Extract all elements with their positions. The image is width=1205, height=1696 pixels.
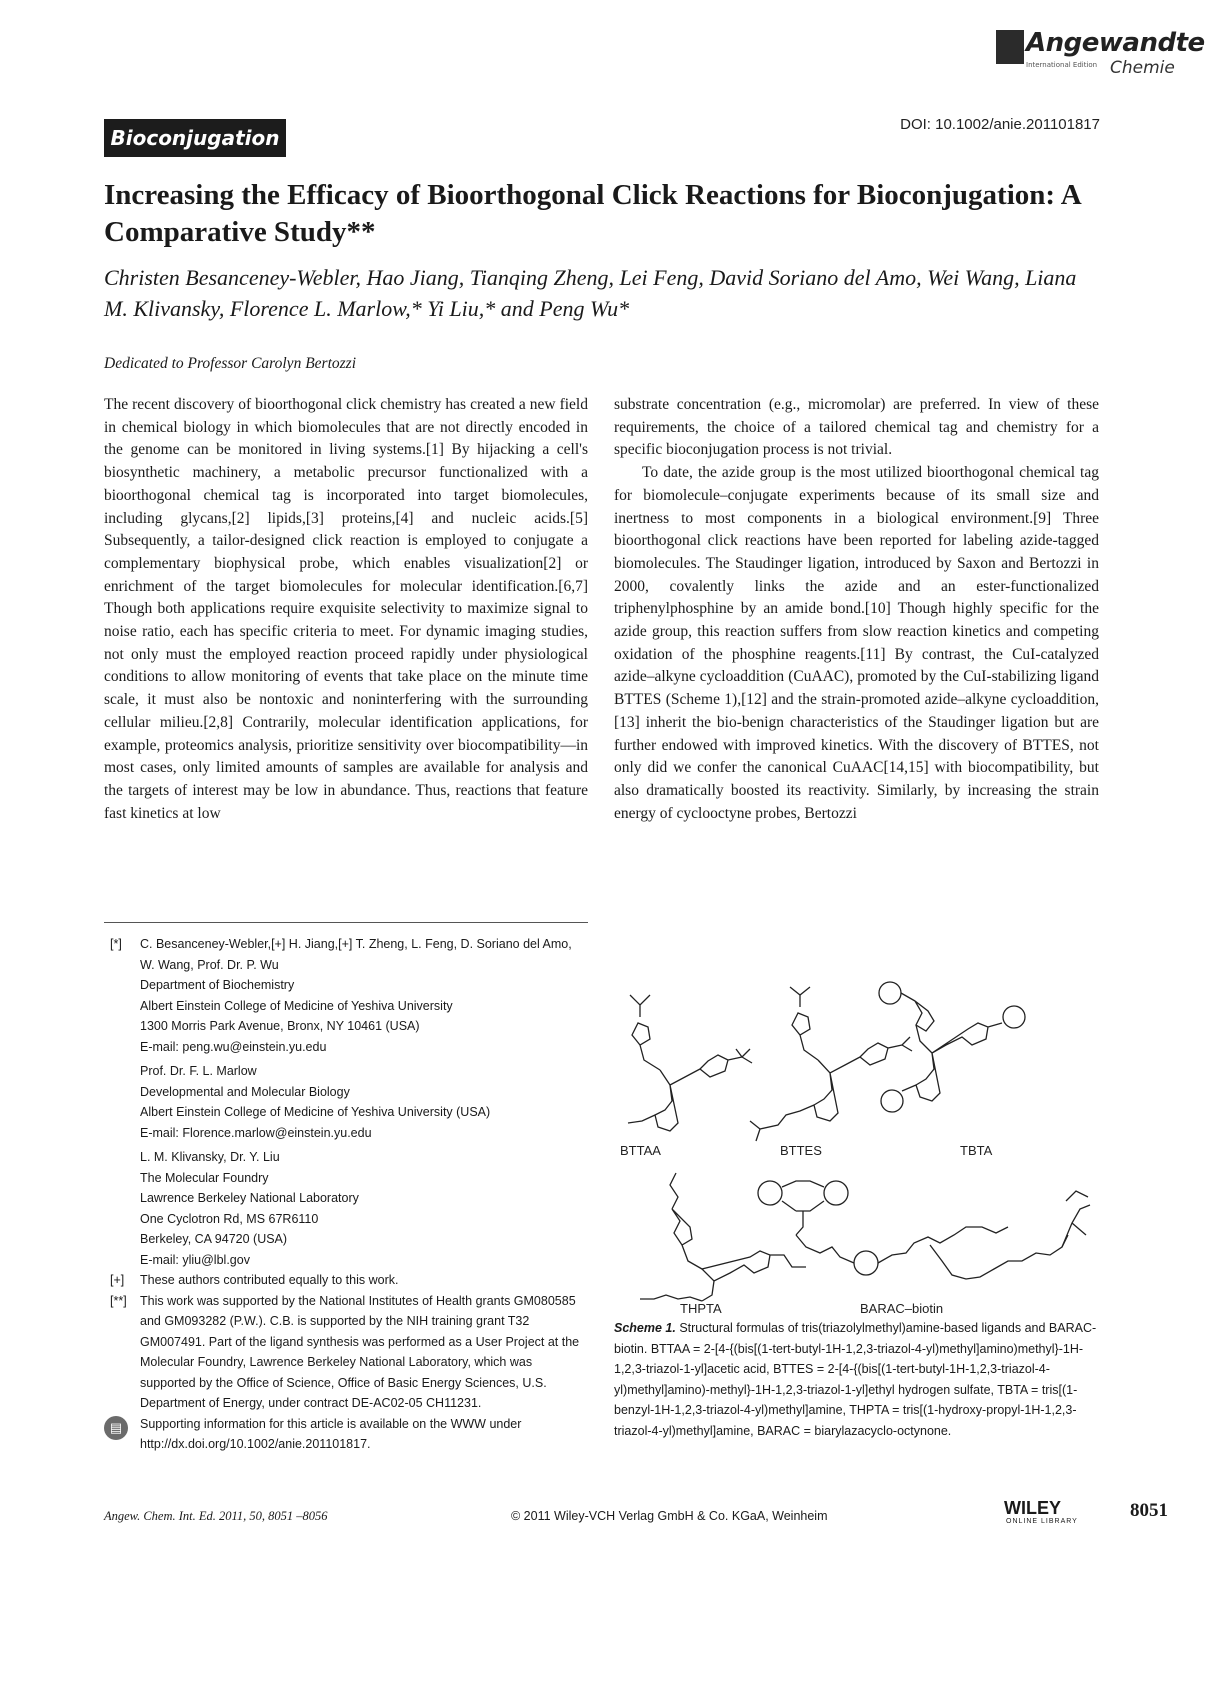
affiliation-dept: Developmental and Molecular Biology — [140, 1084, 350, 1099]
body-paragraph: substrate concentration (e.g., micromolar) are preferred. In view of these requirements, the choice of a tailored chemical tag and chemistry for a specific bioconjugation process is not trivial. — [614, 396, 1099, 459]
supporting-info-icon: ▤ — [104, 1416, 128, 1440]
affiliation-names: L. M. Klivansky, Dr. Y. Liu — [140, 1150, 280, 1164]
scheme-caption — [614, 1318, 1100, 1441]
body-paragraph: To date, the azide group is the most utilized bioorthogonal chemical tag for biomolecule–conjugate experiments because of its small size and inertness to most components in a biological environment.[9] Three bioorthogonal click reactions have been reported for labeling azide-tagged biomolecules. The Staudinger ligation, introduced by Saxon and Bertozzi in 2000, covalently links the azide and an ester-functionalized triphenylphosphine by an amide bond.[10] Though highly specific for the azide group, this reaction suffers from slow reaction kinetics and competing oxidation of the phosphine reagents.[11] By contrast, the CuI-catalyzed azide–alkyne cycloaddition (CuAAC), promoted by the CuI-stabilizing ligand BTTES (Scheme 1),[12] and the strain-promoted azide–alkyne cycloaddition,[13] inherit the bio-benign characteristics of the Staudinger ligation but are further endowed with improved kinetics. With the discovery of BTTES, not only did we confer the canonical CuAAC[14,15] with biocompatibility, but also dramatically boosted its reactivity. Similarly, by increasing the strain energy of cyclooctyne probes, Bertozzi — [614, 464, 1099, 822]
body-column-left — [104, 394, 588, 825]
author-footnotes — [104, 934, 588, 1455]
author-list: Christen Besanceney-Webler, Hao Jiang, Tianqing Zheng, Lei Feng, David Soriano del Amo, Wei Wang, Liana M. Klivansky, Florence L. Marlow,* Yi Liu,* and Peng Wu* — [104, 265, 1077, 321]
bttaa-structure — [628, 995, 752, 1131]
affiliation-institution: Albert Einstein College of Medicine of Yeshiva University — [140, 998, 453, 1013]
logo-main-text: Angewandte — [1026, 28, 1205, 58]
footnote-mark: [*] — [110, 937, 122, 951]
affiliation-dept: Department of Biochemistry — [140, 978, 295, 992]
barac-biotin-structure — [758, 1181, 1090, 1279]
footnote-text[interactable]: Supporting information for this article is available on the WWW under http://dx.doi.org/10.1002/anie.201101817. — [140, 1416, 522, 1451]
footnote-text: These authors contributed equally to this work. — [140, 1273, 399, 1287]
affiliation-address: One Cyclotron Rd, MS 67R6110 — [140, 1211, 319, 1226]
footnote-text: This work was supported by the National Institutes of Health grants GM080585 and GM093282 (P.W.). C.B. is supported by the NIH training grant T32 GM007491. Part of the ligand synthesis was performed as a User Project at the Molecular Foundry, Lawrence Berkeley National Laboratory, which was supported by the Office of Science, Office of Basic Energy Sciences, U.S. Department of Energy, under contract DE-AC02-05 CH11231. — [140, 1293, 580, 1410]
body-column-right — [614, 394, 1099, 825]
scheme-caption-text: Structural formulas of tris(triazolylmethyl)amine-based ligands and BARAC-biotin. BTTAA = 2-[4-{(bis[(1-tert-butyl-1H-1,2,3-triazol-4-yl)methyl]amino)methyl}-1H-1,2,3-triazol-1-yl]acetic acid, BTTES = 2-[4-{(bis[(1-tert-butyl-1H-1,2,3-triazol-4-yl)methyl]amino)-methyl}-1H-1,2,3-triazol-1-yl]ethyl hydrogen sulfate, TBTA = tris[(1-benzyl-1H-1,2,3-triazol-4-yl)methyl]amine, THPTA = tris[(1-hydroxy-propyl-1H-1,2,3-triazol-4-yl)methyl]amine, BARAC = biarylazacyclo-octynone. — [614, 1321, 1097, 1438]
affiliation-email[interactable]: E-mail: yliu@lbl.gov — [140, 1252, 250, 1267]
page-number: 8051 — [1130, 1500, 1168, 1521]
acknowledgment-note — [104, 1291, 588, 1414]
journal-logo — [996, 28, 1205, 78]
affiliation-email[interactable]: E-mail: Florence.marlow@einstein.yu.edu — [140, 1125, 372, 1140]
affiliation-block — [104, 934, 588, 1057]
structure-label: TBTA — [960, 1143, 993, 1158]
affiliation-block — [104, 1061, 588, 1143]
affiliation-address: Berkeley, CA 94720 (USA) — [140, 1232, 288, 1246]
logo-edition-text: International Edition — [1026, 61, 1098, 69]
chemical-structures — [610, 965, 1100, 1316]
structure-label: BTTES — [780, 1143, 822, 1158]
wiley-logo-subtext: ONLINE LIBRARY — [1006, 1518, 1078, 1525]
section-tag: Bioconjugation — [104, 119, 286, 157]
wiley-logo-text: WILEY — [1004, 1498, 1061, 1518]
tbta-structure — [879, 982, 1025, 1112]
footnote-mark: [**] — [110, 1293, 127, 1308]
equal-contribution-note — [104, 1270, 588, 1291]
dedication: Dedicated to Professor Carolyn Bertozzi — [104, 355, 356, 372]
affiliation-names: Prof. Dr. F. L. Marlow — [140, 1064, 257, 1078]
article-title: Increasing the Efficacy of Bioorthogonal Click Reactions for Bioconjugation: A Comparative Study** — [104, 179, 1081, 248]
affiliation-org: The Molecular Foundry — [140, 1170, 269, 1185]
affiliation-block — [104, 1147, 588, 1270]
footnote-divider — [104, 922, 588, 923]
logo-sub-text: Chemie — [1110, 58, 1175, 78]
affiliation-names: C. Besanceney-Webler,[+] H. Jiang,[+] T. Zheng, L. Feng, D. Soriano del Amo, W. Wang, Prof. Dr. P. Wu — [140, 937, 572, 972]
supporting-info-note — [104, 1414, 588, 1455]
structure-label: BARAC–biotin — [860, 1301, 944, 1316]
bttes-structure — [750, 987, 912, 1141]
affiliation-email[interactable]: E-mail: peng.wu@einstein.yu.edu — [140, 1039, 327, 1054]
affiliation-address: 1300 Morris Park Avenue, Bronx, NY 10461 (USA) — [140, 1019, 420, 1033]
journal-citation: Angew. Chem. Int. Ed. 2011, 50, 8051 –8056 — [104, 1509, 328, 1523]
doi: DOI: 10.1002/anie.201101817 — [900, 116, 1100, 133]
body-paragraph: The recent discovery of bioorthogonal click chemistry has created a new field in chemical biology in which biomolecules that are not directly encoded in the genome can be monitored in living systems.[1] By hijacking a cell's biosynthetic machinery, a metabolic precursor functionalized with a bioorthogonal chemical tag is incorporated into target biomolecules, including glycans,[2] lipids,[3] proteins,[4] and nucleic acids.[5] Subsequently, a tailor-designed click reaction is employed to conjugate a complementary biophysical probe, which enables visualization[2] or enrichment of the target biomolecules for molecular identification.[6,7] Though both applications require exquisite selectivity to maximize signal to noise ratio, each has specific criteria to meet. For dynamic imaging studies, not only must the employed reaction proceed rapidly under physiological conditions to allow monitoring of events that take place on the minute time scale, it must also be nontoxic and noninterfering with the surrounding cellular milieu.[2,8] Contrarily, molecular identification applications, for example, proteomics analysis, prioritize sensitivity over biocompatibility—in most cases, only limited amounts of samples are available for analysis and the targets of interest may be low in abundance. Thus, reactions that feature fast kinetics at low — [104, 396, 588, 822]
logo-mark — [996, 30, 1024, 64]
structure-label: BTTAA — [620, 1143, 661, 1158]
scheme-1-figure — [610, 965, 1100, 1316]
thpta-structure — [640, 1173, 806, 1301]
affiliation-lab: Lawrence Berkeley National Laboratory — [140, 1191, 359, 1205]
structure-label: THPTA — [680, 1301, 722, 1316]
scheme-caption-label: Scheme 1. — [614, 1321, 676, 1335]
copyright-notice: © 2011 Wiley-VCH Verlag GmbH & Co. KGaA, Weinheim — [511, 1509, 828, 1523]
wiley-logo — [1004, 1498, 1094, 1528]
affiliation-institution: Albert Einstein College of Medicine of Yeshiva University (USA) — [140, 1105, 491, 1119]
footnote-mark: [+] — [110, 1273, 125, 1287]
